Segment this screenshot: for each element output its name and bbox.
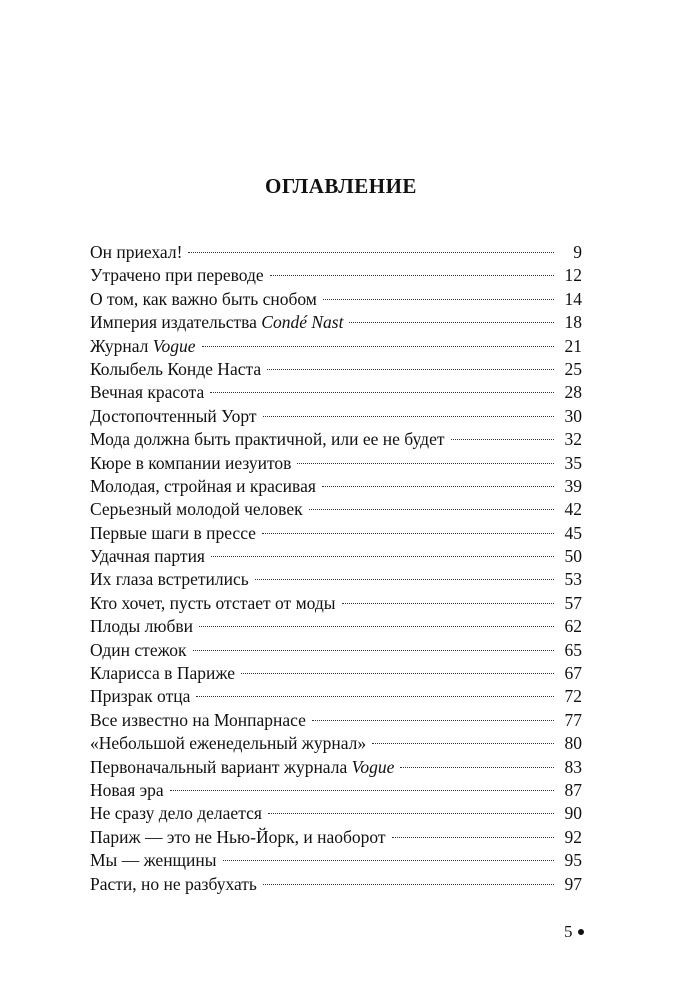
- toc-entry-title-text: Мы — женщины: [90, 850, 217, 871]
- toc-entry-title-text: Все известно на Монпарнасе: [90, 709, 306, 730]
- toc-entry-title-text: Не сразу дело делается: [90, 803, 262, 824]
- toc-entry-title-text: Мода должна быть практичной, или ее не будет: [90, 429, 445, 450]
- dot-leader: [210, 392, 554, 393]
- toc-page-number: 30: [564, 405, 582, 426]
- toc-entry: [90, 264, 582, 287]
- page-number: 5: [564, 922, 573, 941]
- toc-entry-title: [90, 802, 262, 825]
- dot-leader: [322, 486, 554, 487]
- toc-entry-title-text: «Небольшой еженедельный журнал»: [90, 733, 367, 754]
- toc-page-number: 35: [564, 452, 582, 473]
- toc-page-number: 80: [564, 733, 582, 754]
- toc-entry-title: [90, 732, 366, 755]
- dot-leader: [223, 860, 554, 861]
- toc-page-number: 25: [564, 358, 582, 379]
- toc-entry-title: [90, 241, 182, 264]
- toc-entry: [90, 709, 582, 732]
- toc-entry-title-text: Утрачено при переводе: [90, 265, 264, 286]
- toc-entry-title: [90, 849, 217, 872]
- toc-entry: [90, 475, 582, 498]
- toc-entry-title: [90, 475, 316, 498]
- dot-leader: [392, 837, 554, 838]
- toc-entry-title: [90, 428, 445, 451]
- toc-entry-title-text: Колыбель Конде Наста: [90, 358, 262, 379]
- dot-leader: [267, 369, 554, 370]
- toc-entry-title: [90, 358, 261, 381]
- toc-entry-title: [90, 264, 264, 287]
- toc-page-number: 28: [564, 382, 582, 403]
- toc-entry-title: [90, 311, 343, 334]
- toc-entry: [90, 615, 582, 638]
- dot-leader: [263, 416, 555, 417]
- dot-leader: [170, 790, 554, 791]
- toc-entry-title: [90, 756, 394, 779]
- toc-entry-title-text: Призрак отца: [90, 686, 191, 707]
- toc-page-number: 57: [564, 592, 582, 613]
- toc-entry-title-text: Серьезный молодой человек: [90, 499, 303, 520]
- dot-leader: [211, 556, 554, 557]
- toc-entry-title: [90, 405, 257, 428]
- toc-page-number: 95: [564, 850, 582, 871]
- dot-leader: [349, 322, 554, 323]
- dot-leader: [241, 673, 554, 674]
- dot-leader: [400, 767, 554, 768]
- toc-entry: [90, 568, 582, 591]
- toc-entry-title: [90, 662, 235, 685]
- table-of-contents: [90, 241, 582, 896]
- toc-entry-title-text: Кто хочет, пусть отстает от моды: [90, 592, 336, 613]
- toc-entry: [90, 849, 582, 872]
- dot-leader: [312, 720, 554, 721]
- toc-entry: [90, 381, 582, 404]
- toc-entry: [90, 288, 582, 311]
- toc-entry-title: [90, 545, 205, 568]
- toc-entry: [90, 826, 582, 849]
- toc-entry-title-text: Новая эра: [90, 779, 164, 800]
- toc-entry-title: [90, 639, 187, 662]
- toc-entry-title-text: Плоды любви: [90, 616, 193, 637]
- toc-entry-title-text: Один стежок: [90, 639, 187, 660]
- toc-entry-title-text: Вечная красота: [90, 382, 205, 403]
- toc-entry: [90, 311, 582, 334]
- toc-entry: [90, 498, 582, 521]
- toc-entry: [90, 732, 582, 755]
- toc-entry-title: [90, 709, 306, 732]
- dot-leader: [451, 439, 555, 440]
- toc-entry-title-text: Кюре в компании иезуитов: [90, 452, 292, 473]
- toc-entry: [90, 335, 582, 358]
- toc-entry-title: [90, 685, 190, 708]
- dot-leader: [196, 696, 554, 697]
- dot-leader: [262, 533, 554, 534]
- toc-entry-title-text: Кларисса в Париже: [90, 663, 235, 684]
- toc-page-number: 77: [564, 709, 582, 730]
- toc-entry-title: [90, 498, 303, 521]
- toc-entry-title-text: Первоначальный вариант журнала: [90, 756, 352, 777]
- toc-entry: [90, 452, 582, 475]
- toc-entry: [90, 428, 582, 451]
- toc-page-number: 14: [564, 288, 582, 309]
- dot-leader: [193, 650, 554, 651]
- toc-entry: [90, 662, 582, 685]
- toc-entry-title: [90, 873, 257, 896]
- dot-leader: [199, 626, 554, 627]
- toc-entry-title: [90, 826, 386, 849]
- toc-entry-title-text: Молодая, стройная и красивая: [90, 475, 316, 496]
- toc-page-number: 42: [564, 499, 582, 520]
- dot-leader: [323, 299, 554, 300]
- toc-entry-title: [90, 288, 317, 311]
- toc-entry-title-text: Их глаза встретились: [90, 569, 249, 590]
- toc-entry: [90, 873, 582, 896]
- dot-leader: [268, 813, 554, 814]
- toc-page-number: 12: [564, 265, 582, 286]
- toc-page-number: 62: [564, 616, 582, 637]
- toc-entry-title-text: Империя издательства: [90, 312, 262, 333]
- toc-page-number: 32: [564, 429, 582, 450]
- toc-entry-title: [90, 592, 336, 615]
- toc-entry-title: [90, 381, 204, 404]
- toc-entry: [90, 756, 582, 779]
- toc-entry-title-text: Журнал: [90, 335, 153, 356]
- toc-entry-title: [90, 335, 196, 358]
- dot-leader: [309, 509, 554, 510]
- toc-entry-title-italic: Vogue: [351, 756, 395, 777]
- dot-leader: [297, 463, 554, 464]
- toc-page-number: 67: [564, 663, 582, 684]
- toc-entry: [90, 802, 582, 825]
- toc-entry-title-italic: Condé Nast: [261, 312, 344, 333]
- toc-page-number: 50: [564, 546, 582, 567]
- toc-page-number: 72: [564, 686, 582, 707]
- toc-entry-title-text: Он приехал!: [90, 242, 183, 262]
- dot-leader: [342, 603, 554, 604]
- toc-entry-title-text: Достопочтенный Уорт: [90, 405, 257, 426]
- toc-entry: [90, 522, 582, 545]
- toc-entry-title: [90, 615, 193, 638]
- dot-leader: [270, 275, 554, 276]
- dot-leader: [202, 346, 554, 347]
- toc-entry: [90, 405, 582, 428]
- dot-leader: [255, 579, 554, 580]
- toc-entry-title: [90, 452, 291, 475]
- toc-entry-title-text: Париж — это не Нью-Йорк, и наоборот: [90, 826, 386, 847]
- toc-page-number: 45: [564, 522, 582, 543]
- toc-page-number: 90: [564, 803, 582, 824]
- toc-entry-title-text: Удачная партия: [90, 546, 205, 567]
- toc-entry-title-text: О том, как важно быть снобом: [90, 288, 317, 309]
- toc-entry: [90, 592, 582, 615]
- toc-entry: [90, 241, 582, 264]
- toc-entry-title: [90, 522, 256, 545]
- toc-entry-title-italic: Vogue: [152, 335, 196, 356]
- bullet-icon: [578, 929, 584, 935]
- dot-leader: [188, 252, 554, 253]
- toc-page-number: 21: [564, 335, 582, 356]
- toc-entry: [90, 358, 582, 381]
- toc-page-number: 9: [573, 242, 582, 262]
- toc-page-number: 92: [564, 826, 582, 847]
- toc-entry: [90, 779, 582, 802]
- toc-page-number: 87: [564, 779, 582, 800]
- dot-leader: [263, 884, 554, 885]
- toc-page-number: 39: [564, 475, 582, 496]
- toc-entry-title: [90, 568, 249, 591]
- dot-leader: [372, 743, 554, 744]
- page-footer: [564, 922, 584, 942]
- toc-page-number: 18: [564, 312, 582, 333]
- toc-entry: [90, 685, 582, 708]
- toc-entry-title-text: Расти, но не разбухать: [90, 873, 257, 894]
- toc-page-number: 65: [564, 639, 582, 660]
- toc-entry-title: [90, 779, 164, 802]
- toc-page-number: 97: [564, 873, 582, 894]
- page-title: ОГЛАВЛЕНИЕ: [265, 174, 417, 199]
- toc-page-number: 53: [564, 569, 582, 590]
- toc-entry: [90, 639, 582, 662]
- toc-entry-title-text: Первые шаги в прессе: [90, 522, 256, 543]
- toc-page-number: 83: [564, 756, 582, 777]
- toc-entry: [90, 545, 582, 568]
